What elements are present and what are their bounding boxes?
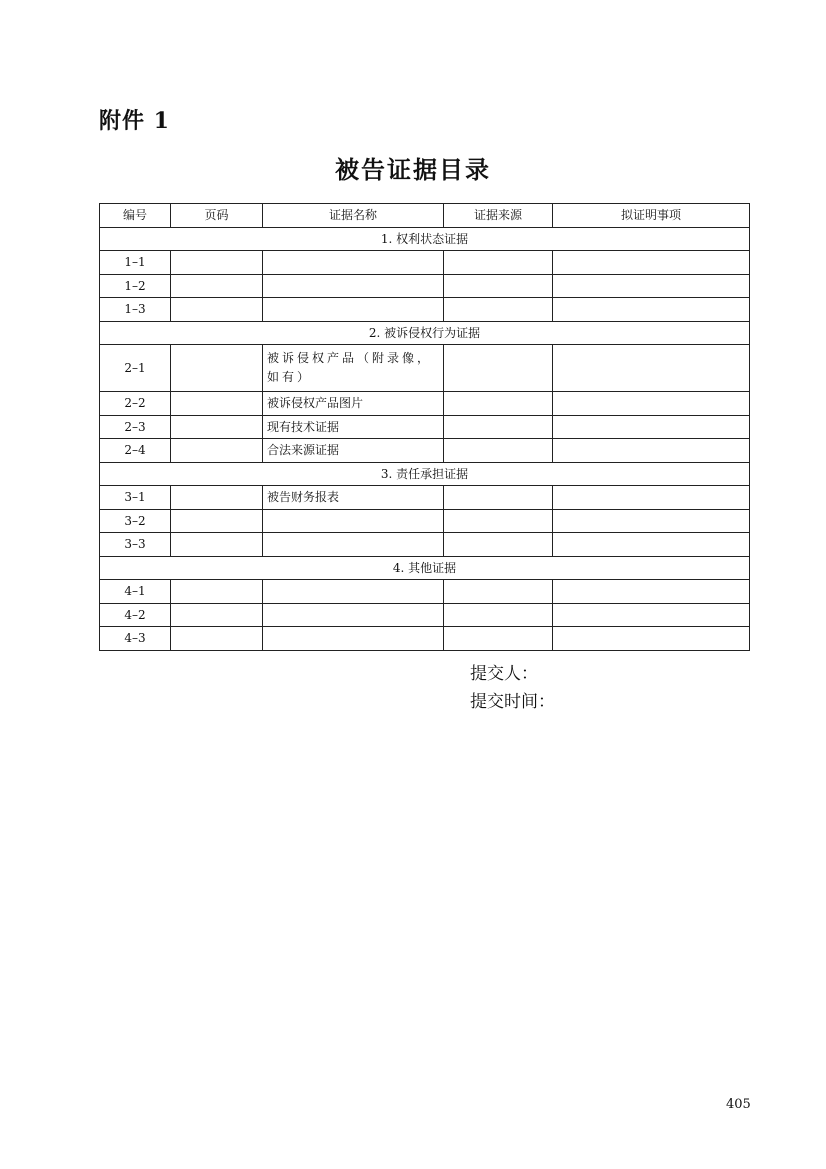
table-body xyxy=(100,227,750,650)
section-row xyxy=(100,321,750,345)
document-title: 被告证据目录 xyxy=(335,155,491,184)
row-name xyxy=(263,298,444,322)
row-source xyxy=(444,533,553,557)
table-row xyxy=(100,439,750,463)
row-name xyxy=(263,251,444,275)
row-purpose xyxy=(553,580,750,604)
row-source xyxy=(444,627,553,651)
row-page xyxy=(171,298,263,322)
row-purpose xyxy=(553,274,750,298)
row-source xyxy=(444,603,553,627)
row-id: 1–1 xyxy=(100,251,171,275)
row-source xyxy=(444,486,553,510)
row-name: 被告财务报表 xyxy=(263,486,444,510)
table-row xyxy=(100,603,750,627)
section-heading: 2. 被诉侵权行为证据 xyxy=(100,321,750,345)
row-source xyxy=(444,439,553,463)
table-row xyxy=(100,345,750,392)
row-source xyxy=(444,251,553,275)
row-name xyxy=(263,509,444,533)
row-page xyxy=(171,415,263,439)
row-source xyxy=(444,298,553,322)
row-page xyxy=(171,509,263,533)
section-heading: 3. 责任承担证据 xyxy=(100,462,750,486)
row-source xyxy=(444,580,553,604)
row-name: 现有技术证据 xyxy=(263,415,444,439)
row-name: 被诉侵权产品（附录像，如有） xyxy=(263,345,444,392)
row-purpose xyxy=(553,486,750,510)
row-source xyxy=(444,392,553,416)
row-page xyxy=(171,627,263,651)
row-source xyxy=(444,345,553,392)
submit-time-label: 提交时间： xyxy=(470,692,555,712)
row-id: 1–3 xyxy=(100,298,171,322)
row-id: 3–3 xyxy=(100,533,171,557)
table-header xyxy=(100,204,750,228)
row-page xyxy=(171,486,263,510)
table-row xyxy=(100,533,750,557)
row-page xyxy=(171,439,263,463)
row-source xyxy=(444,274,553,298)
row-purpose xyxy=(553,509,750,533)
header-number: 编号 xyxy=(100,204,171,228)
row-purpose xyxy=(553,415,750,439)
table-row xyxy=(100,627,750,651)
row-purpose xyxy=(553,627,750,651)
table-row xyxy=(100,486,750,510)
section-row xyxy=(100,227,750,251)
row-source xyxy=(444,415,553,439)
attachment-label: 附件 1 xyxy=(99,108,170,134)
row-id: 4–3 xyxy=(100,627,171,651)
section-heading: 1. 权利状态证据 xyxy=(100,227,750,251)
row-purpose xyxy=(553,533,750,557)
header-page: 页码 xyxy=(171,204,263,228)
row-name xyxy=(263,627,444,651)
table-row xyxy=(100,509,750,533)
section-row xyxy=(100,462,750,486)
row-id: 4–1 xyxy=(100,580,171,604)
table-row xyxy=(100,251,750,275)
header-evidence-name: 证据名称 xyxy=(263,204,444,228)
row-page xyxy=(171,580,263,604)
section-row xyxy=(100,556,750,580)
row-purpose xyxy=(553,603,750,627)
table-row xyxy=(100,580,750,604)
row-source xyxy=(444,509,553,533)
row-page xyxy=(171,251,263,275)
row-page xyxy=(171,274,263,298)
submit-block xyxy=(470,660,555,716)
row-page xyxy=(171,603,263,627)
header-evidence-source: 证据来源 xyxy=(444,204,553,228)
table-row xyxy=(100,298,750,322)
header-row xyxy=(100,204,750,228)
row-purpose xyxy=(553,298,750,322)
row-purpose xyxy=(553,439,750,463)
row-id: 2–1 xyxy=(100,345,171,392)
row-page xyxy=(171,533,263,557)
row-purpose xyxy=(553,251,750,275)
row-name xyxy=(263,580,444,604)
row-name: 合法来源证据 xyxy=(263,439,444,463)
row-name: 被诉侵权产品图片 xyxy=(263,392,444,416)
row-id: 1–2 xyxy=(100,274,171,298)
row-page xyxy=(171,345,263,392)
row-id: 2–4 xyxy=(100,439,171,463)
table-row xyxy=(100,274,750,298)
row-id: 3–2 xyxy=(100,509,171,533)
header-purpose: 拟证明事项 xyxy=(553,204,750,228)
row-page xyxy=(171,392,263,416)
submitter-label: 提交人： xyxy=(470,664,538,684)
row-id: 3–1 xyxy=(100,486,171,510)
row-name xyxy=(263,603,444,627)
row-name xyxy=(263,533,444,557)
section-heading: 4. 其他证据 xyxy=(100,556,750,580)
page-number: 405 xyxy=(726,1097,751,1112)
row-purpose xyxy=(553,345,750,392)
table-row xyxy=(100,392,750,416)
row-id: 2–3 xyxy=(100,415,171,439)
evidence-table xyxy=(99,203,750,651)
row-name xyxy=(263,274,444,298)
row-id: 2–2 xyxy=(100,392,171,416)
row-purpose xyxy=(553,392,750,416)
table-row xyxy=(100,415,750,439)
row-id: 4–2 xyxy=(100,603,171,627)
